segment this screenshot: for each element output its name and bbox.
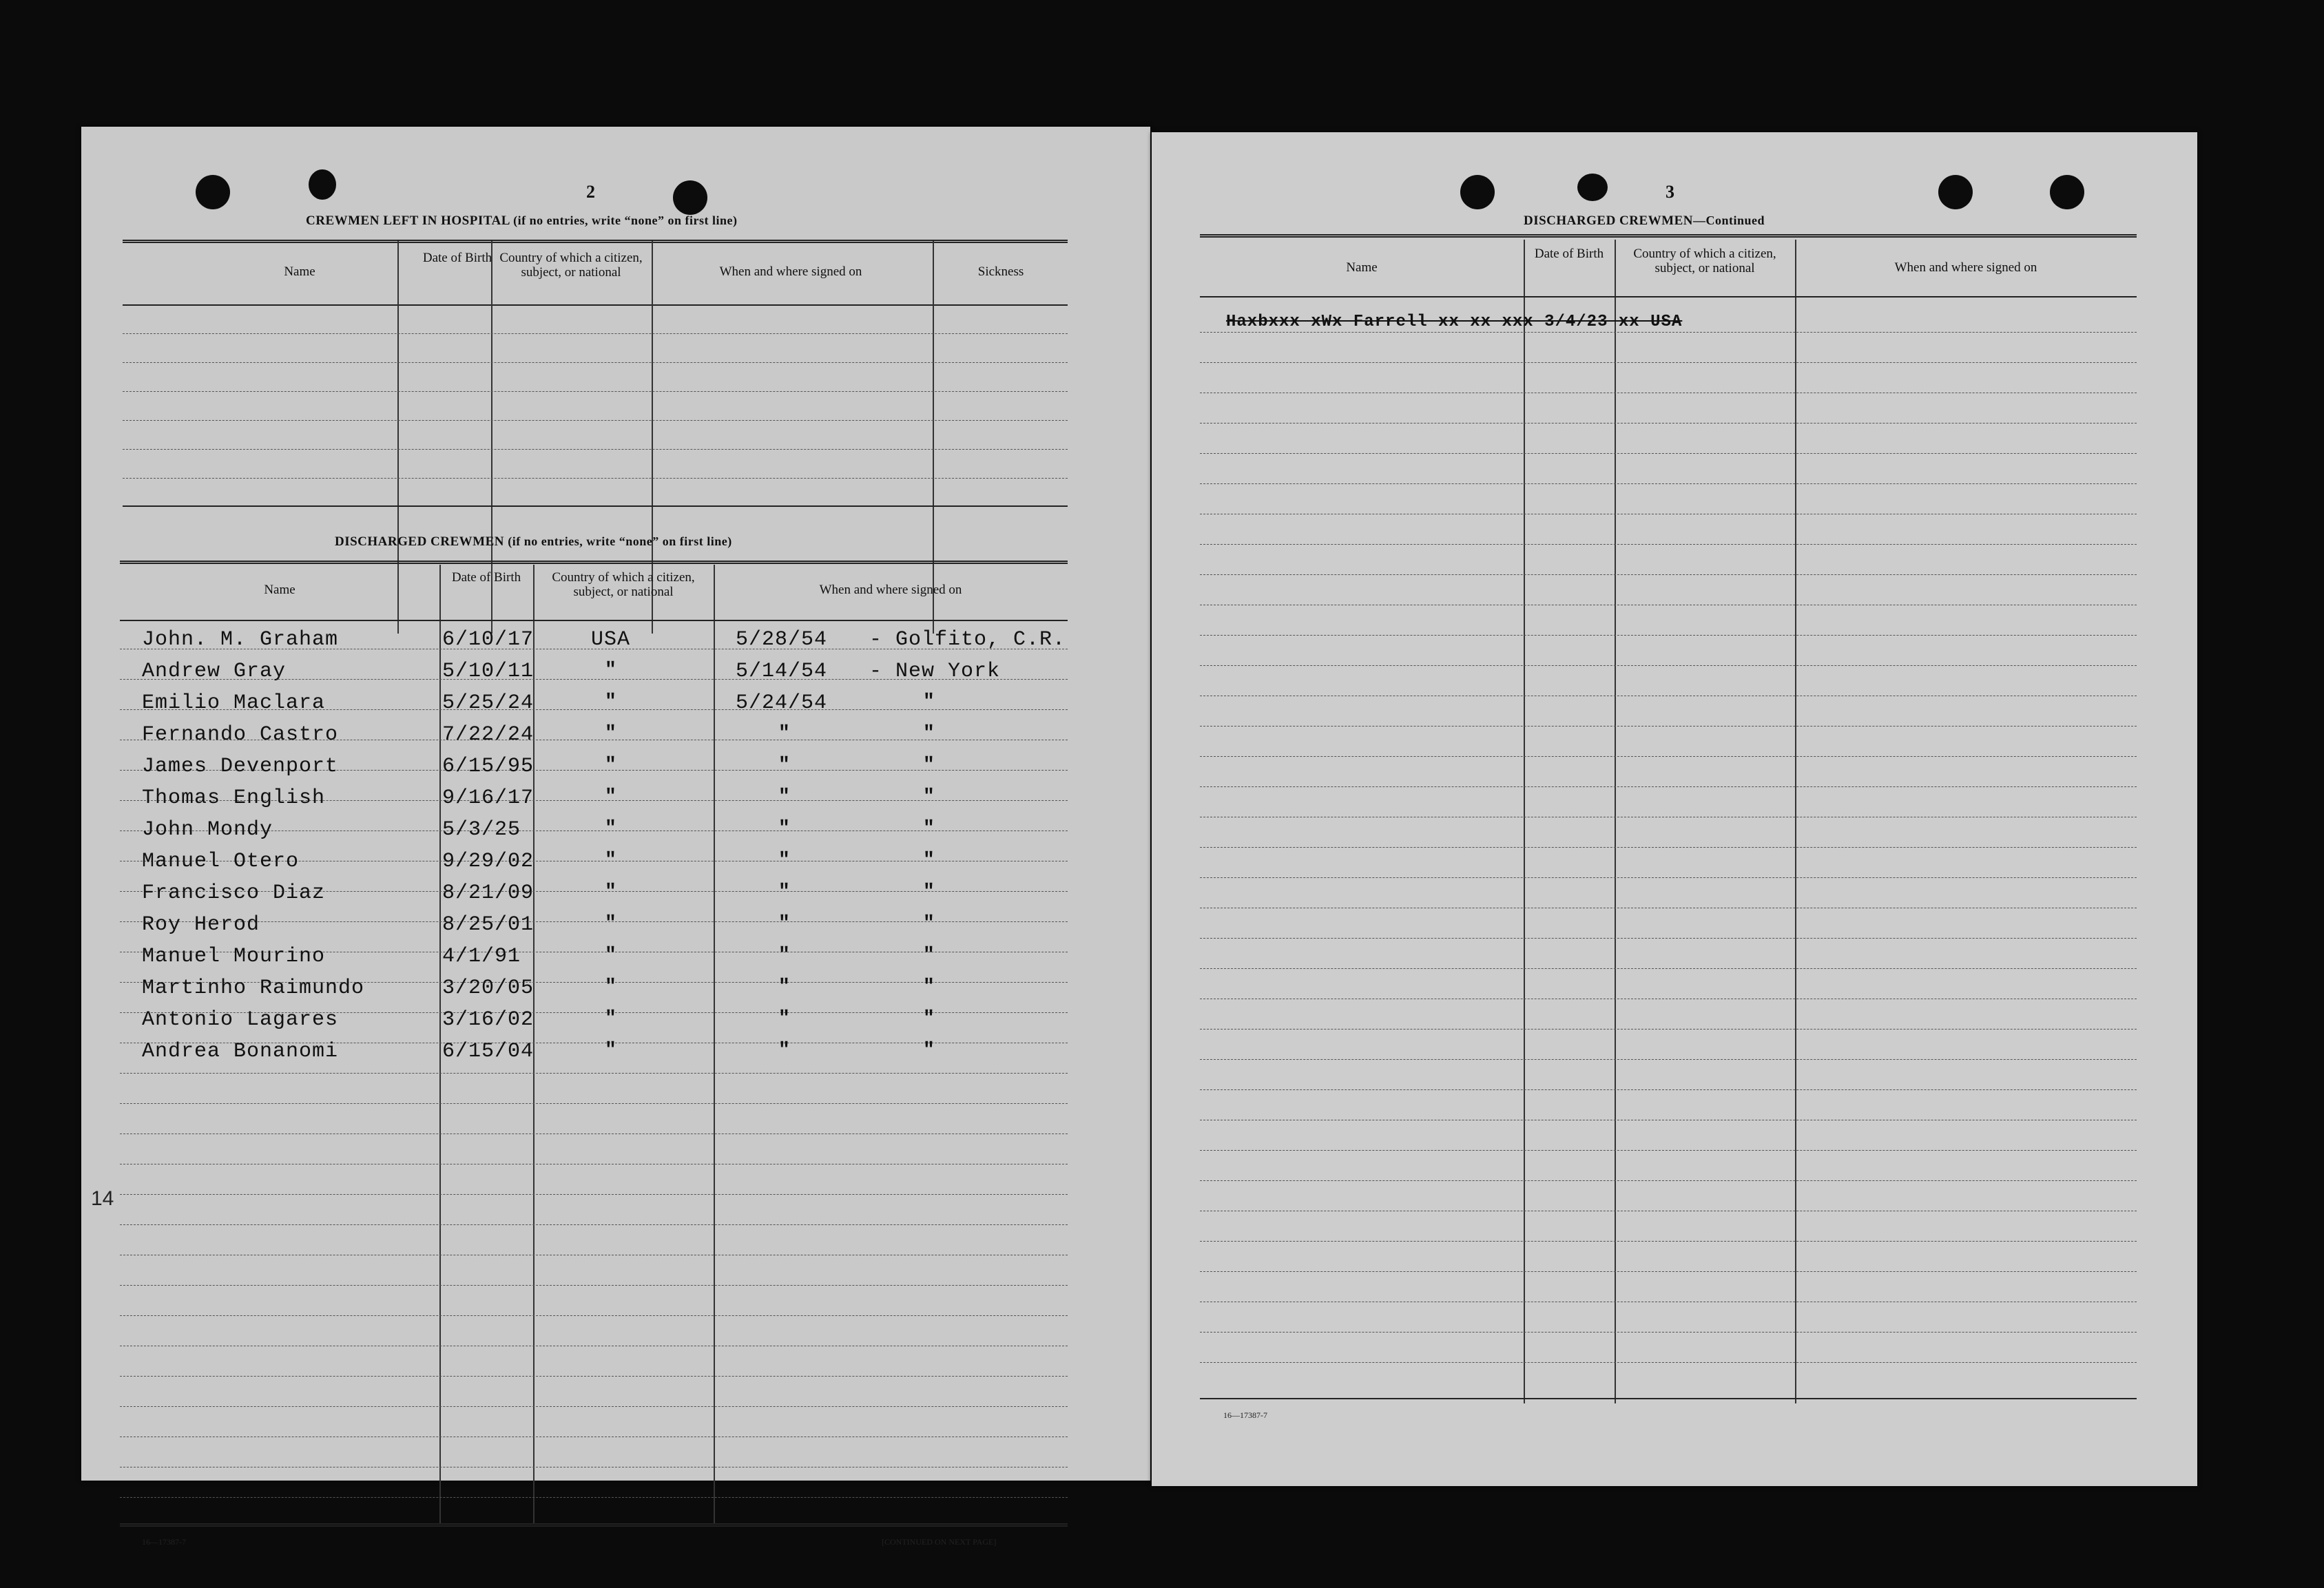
form-number: 16—17387-7	[1223, 1410, 1267, 1420]
crew-signed-place: "	[923, 913, 935, 934]
crew-country: "	[605, 1040, 616, 1061]
crew-name: Fernando Castro	[142, 723, 339, 746]
header-country: Country of which a citizen, subject, or national	[499, 251, 643, 280]
crew-dob: 3/16/02	[442, 1008, 535, 1032]
header-name: Name	[1346, 260, 1378, 275]
header-name: Name	[284, 264, 315, 279]
crew-country: "	[605, 818, 616, 839]
ruled-line	[120, 1073, 1068, 1074]
crew-dob: 4/1/91	[442, 945, 521, 968]
crew-country: "	[605, 786, 616, 808]
crew-signed-place: "	[923, 850, 935, 871]
ruled-line	[120, 1406, 1068, 1407]
ruled-line	[120, 1133, 1068, 1134]
crew-country: "	[605, 691, 616, 713]
crew-signed-date: 5/28/54	[736, 628, 828, 651]
discharged-instruction: (if no entries, write “none” on first line)	[508, 534, 732, 548]
crew-dob: 5/25/24	[442, 691, 535, 715]
column-divider	[933, 241, 934, 634]
crew-dob: 6/15/04	[442, 1040, 535, 1063]
crew-dob: 5/10/11	[442, 660, 535, 683]
crew-signed-date: 5/14/54	[736, 660, 828, 683]
crew-signed-date: "	[778, 881, 790, 903]
crew-signed-place: "	[923, 1008, 935, 1030]
ruled-line	[123, 391, 1068, 392]
header-dob: Date of Birth	[451, 570, 521, 585]
crew-signed-date: "	[778, 755, 790, 776]
crew-name: Martinho Raimundo	[142, 976, 365, 1000]
ruled-line	[1200, 938, 2137, 939]
header-rule	[123, 304, 1068, 306]
ruled-line	[1200, 1029, 2137, 1030]
crew-name: James Devenport	[142, 755, 339, 778]
ruled-line	[123, 362, 1068, 363]
hospital-title-text: CREWMEN LEFT IN HOSPITAL	[306, 213, 510, 228]
crew-signed-place: "	[923, 723, 935, 744]
ruled-line	[1200, 756, 2137, 757]
crew-signed-place: "	[923, 786, 935, 808]
ruled-line	[1200, 453, 2137, 454]
crew-country: "	[605, 945, 616, 966]
punch-hole	[196, 175, 230, 209]
crew-name: John Mondy	[142, 818, 273, 842]
crew-name: Andrea Bonanomi	[142, 1040, 339, 1063]
crew-signed-place: - Golfito, C.R.	[869, 628, 1066, 651]
discharged-continued-title	[1524, 213, 1765, 229]
ruled-line	[1200, 665, 2137, 666]
crew-dob: 8/21/09	[442, 881, 535, 905]
crew-dob: 6/10/17	[442, 628, 535, 651]
punch-hole	[2050, 175, 2084, 209]
crew-country: "	[605, 660, 616, 681]
struck-entry: Haxbxxx xWx Farrell xx xx xxx 3/4/23 xx USA	[1226, 313, 1683, 331]
ruled-line	[1200, 847, 2137, 848]
crew-dob: 6/15/95	[442, 755, 535, 778]
crew-name: Francisco Diaz	[142, 881, 326, 905]
crew-dob: 9/29/02	[442, 850, 535, 873]
crew-country: USA	[591, 628, 631, 651]
top-rule	[120, 561, 1068, 564]
ruled-line	[1200, 483, 2137, 484]
crew-signed-date: "	[778, 786, 790, 808]
crew-signed-place: "	[923, 1040, 935, 1061]
crew-signed-date: "	[778, 945, 790, 966]
discharged-title-text: DISCHARGED CREWMEN	[335, 534, 504, 549]
crew-signed-place: "	[923, 881, 935, 903]
ruled-line	[123, 478, 1068, 479]
crew-country: "	[605, 850, 616, 871]
header-country: Country of which a citizen, subject, or national	[552, 570, 695, 599]
ruled-line	[120, 1436, 1068, 1437]
punch-hole	[1938, 175, 1973, 209]
crew-country: "	[605, 881, 616, 903]
punch-hole	[673, 180, 707, 215]
row-count-note: 14	[91, 1187, 114, 1210]
ruled-line	[1200, 1271, 2137, 1272]
bottom-rule	[120, 1523, 1068, 1527]
crew-signed-date: 5/24/54	[736, 691, 828, 715]
column-divider	[1615, 240, 1616, 1403]
crew-signed-place: - New York	[869, 660, 1001, 683]
crew-name: Andrew Gray	[142, 660, 287, 683]
ruled-line	[1200, 1241, 2137, 1242]
crew-signed-place: "	[923, 755, 935, 776]
ruled-line	[120, 1376, 1068, 1377]
ruled-line	[120, 1497, 1068, 1498]
ruled-line	[1200, 574, 2137, 575]
ruled-line	[1200, 1332, 2137, 1333]
ruled-line	[1200, 1362, 2137, 1363]
crew-dob: 9/16/17	[442, 786, 535, 810]
crew-signed-date: "	[778, 913, 790, 934]
hospital-instruction: (if no entries, write “none” on first line)	[513, 213, 738, 227]
punch-hole	[309, 169, 336, 200]
ruled-line	[1200, 877, 2137, 878]
header-dob: Date of Birth	[422, 251, 492, 265]
crew-country: "	[605, 723, 616, 744]
right-page	[1152, 132, 2197, 1486]
crew-country: "	[605, 976, 616, 998]
crew-dob: 5/3/25	[442, 818, 521, 842]
header-signed-on: When and where signed on	[819, 583, 962, 597]
ruled-line	[120, 1315, 1068, 1316]
left-page	[81, 127, 1150, 1547]
crew-country: "	[605, 1008, 616, 1030]
column-divider	[397, 241, 399, 634]
crew-country: "	[605, 755, 616, 776]
ruled-line	[1200, 544, 2137, 545]
crew-signed-place: "	[923, 976, 935, 998]
crew-signed-date: "	[778, 976, 790, 998]
crew-name: Manuel Otero	[142, 850, 300, 873]
top-rule	[1200, 234, 2137, 238]
continued-note: [CONTINUED ON NEXT PAGE]	[882, 1537, 997, 1547]
crew-signed-date: "	[778, 1040, 790, 1061]
discharged-section-title	[335, 534, 732, 550]
crew-signed-date: "	[778, 1008, 790, 1030]
ruled-line	[123, 449, 1068, 450]
top-rule	[123, 240, 1068, 243]
crew-name: Thomas English	[142, 786, 326, 810]
header-signed-on: When and where signed on	[719, 264, 862, 279]
ruled-line	[1200, 332, 2137, 333]
crew-signed-place: "	[923, 818, 935, 839]
crew-dob: 7/22/24	[442, 723, 535, 746]
header-sickness: Sickness	[977, 264, 1024, 279]
bottom-rule	[123, 505, 1068, 507]
ruled-line	[120, 1224, 1068, 1225]
ruled-line	[120, 1103, 1068, 1104]
ruled-line	[1200, 1089, 2137, 1090]
header-country: Country of which a citizen, subject, or national	[1633, 247, 1776, 275]
ruled-line	[120, 1285, 1068, 1286]
crew-signed-place: "	[923, 945, 935, 966]
ruled-line	[1200, 968, 2137, 969]
ruled-line	[123, 333, 1068, 334]
hospital-section-title	[306, 213, 738, 229]
ruled-line	[123, 420, 1068, 421]
crew-signed-place: "	[923, 691, 935, 713]
punch-hole	[1460, 175, 1495, 209]
ruled-line	[1200, 726, 2137, 727]
bottom-rule	[1200, 1398, 2137, 1399]
crew-country: "	[605, 913, 616, 934]
ruled-line	[1200, 786, 2137, 787]
page-number: 2	[586, 182, 595, 202]
crew-signed-date: "	[778, 818, 790, 839]
crew-signed-date: "	[778, 850, 790, 871]
title-suffix: —Continued	[1693, 213, 1765, 227]
punch-hole	[1577, 174, 1608, 201]
ruled-line	[1200, 1150, 2137, 1151]
ruled-line	[1200, 1059, 2137, 1060]
ruled-line	[1200, 635, 2137, 636]
column-divider	[1795, 240, 1796, 1403]
header-signed-on: When and where signed on	[1894, 260, 2037, 275]
crew-name: Roy Herod	[142, 913, 260, 937]
crew-signed-date: "	[778, 723, 790, 744]
ruled-line	[1200, 362, 2137, 363]
form-number: 16—17387-7	[142, 1537, 186, 1547]
crew-name: John. M. Graham	[142, 628, 339, 651]
ruled-line	[1200, 1180, 2137, 1181]
crew-name: Antonio Lagares	[142, 1008, 339, 1032]
column-divider	[1524, 240, 1525, 1403]
ruled-line	[1200, 423, 2137, 424]
header-rule	[1200, 296, 2137, 297]
page-number: 3	[1666, 182, 1674, 202]
title-text: DISCHARGED CREWMEN	[1524, 213, 1693, 228]
crew-name: Emilio Maclara	[142, 691, 326, 715]
header-dob: Date of Birth	[1534, 247, 1604, 261]
crew-dob: 8/25/01	[442, 913, 535, 937]
header-name: Name	[264, 583, 295, 597]
crew-name: Manuel Mourino	[142, 945, 326, 968]
header-rule	[120, 620, 1068, 621]
ruled-line	[120, 1194, 1068, 1195]
crew-dob: 3/20/05	[442, 976, 535, 1000]
